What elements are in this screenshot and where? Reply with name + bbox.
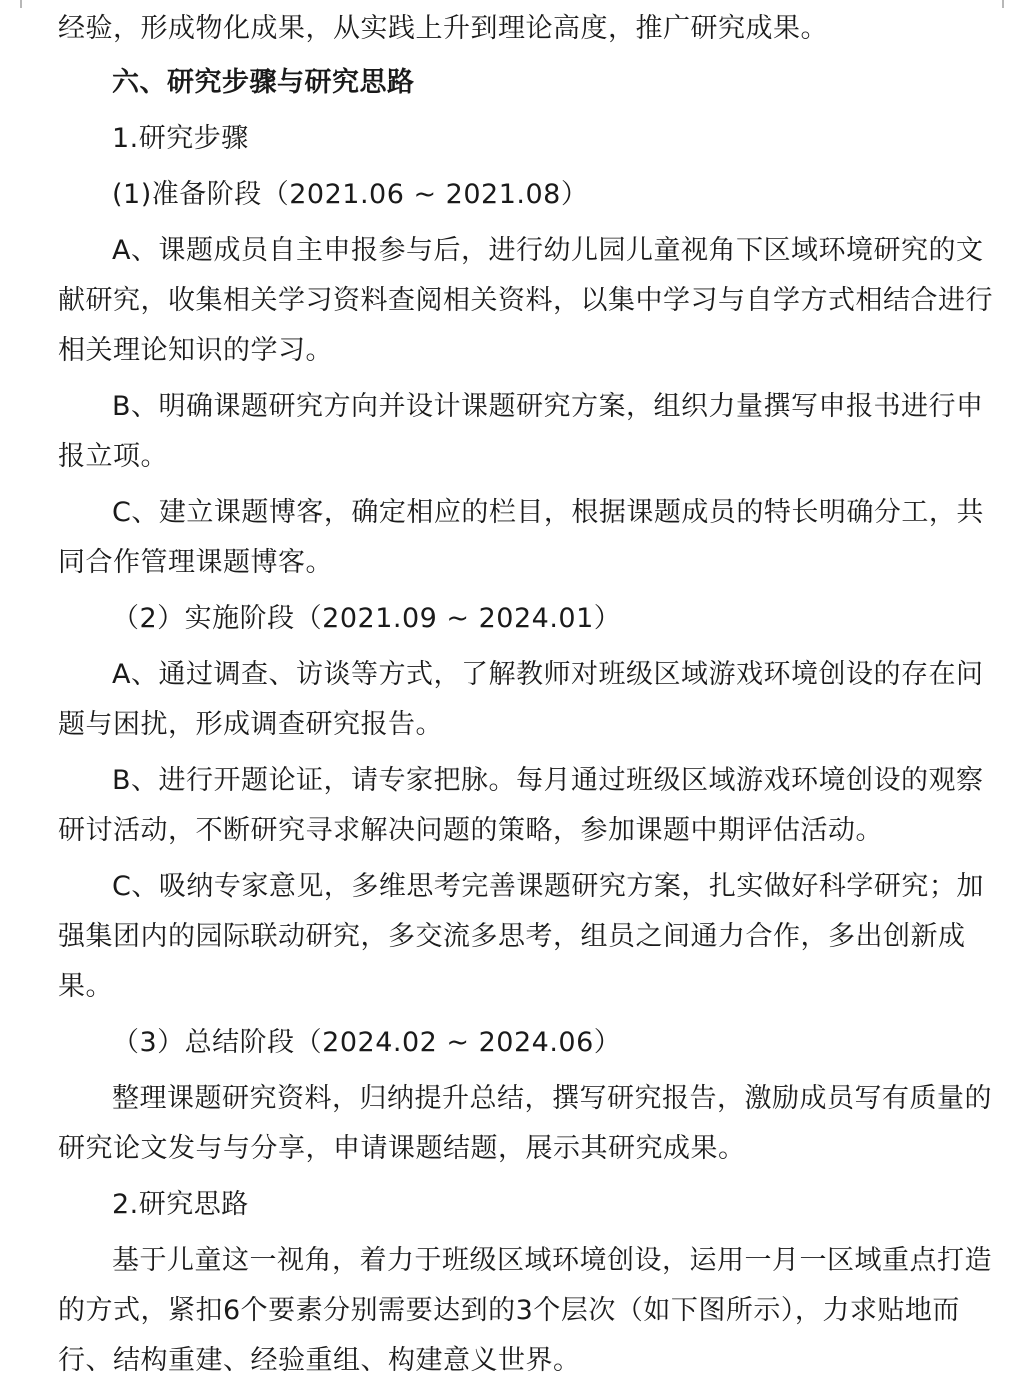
paragraph-impl-c: C、吸纳专家意见，多维思考完善课题研究方案，扎实做好科学研究；加强集团内的园际联动研究，多交流多思考，组员之间通力合作，多出创新成果。 (58, 871, 984, 1002)
subheading-research-steps: 1.研究步骤 (112, 123, 249, 154)
stage-implementation: （2）实施阶段（2021.09 ~ 2024.01） (112, 603, 622, 634)
crop-mark-right (1002, 0, 1024, 8)
paragraph-continuation: 经验，形成物化成果，从实践上升到理论高度，推广研究成果。 (58, 13, 828, 44)
paragraph-prep-c: C、建立课题博客，确定相应的栏目，根据课题成员的特长明确分工，共同合作管理课题博客。 (58, 497, 984, 578)
paragraph-impl-b: B、进行开题论证，请专家把脉。每月通过班级区域游戏环境创设的观察研讨活动，不断研究寻求解决问题的策略，参加课题中期评估活动。 (58, 765, 984, 846)
paragraph-prep-b: B、明确课题研究方向并设计课题研究方案，组织力量撰写申报书进行申报立项。 (58, 391, 984, 472)
paragraph-impl-a: A、通过调查、访谈等方式，了解教师对班级区域游戏环境创设的存在问题与困扰，形成调查研究报告。 (58, 659, 984, 740)
section-heading: 六、研究步骤与研究思路 (112, 67, 415, 98)
stage-preparation: (1)准备阶段（2021.06 ~ 2021.08） (112, 179, 589, 210)
subheading-research-approach: 2.研究思路 (112, 1189, 249, 1220)
paragraph-approach: 基于儿童这一视角，着力于班级区域环境创设，运用一月一区域重点打造的方式，紧扣6个要素分别需要达到的3个层次（如下图所示），力求贴地而行、结构重建、经验重组、构建意义世界。 (58, 1245, 992, 1376)
crop-mark-left (0, 0, 22, 8)
paragraph-summary: 整理课题研究资料，归纳提升总结，撰写研究报告，激励成员写有质量的研究论文发与与分享，申请课题结题，展示其研究成果。 (58, 1083, 992, 1164)
paragraph-prep-a: A、课题成员自主申报参与后，进行幼儿园儿童视角下区域环境研究的文献研究，收集相关学习资料查阅相关资料，以集中学习与自学方式相结合进行相关理论知识的学习。 (58, 235, 993, 366)
stage-summary: （3）总结阶段（2024.02 ~ 2024.06） (112, 1027, 622, 1058)
